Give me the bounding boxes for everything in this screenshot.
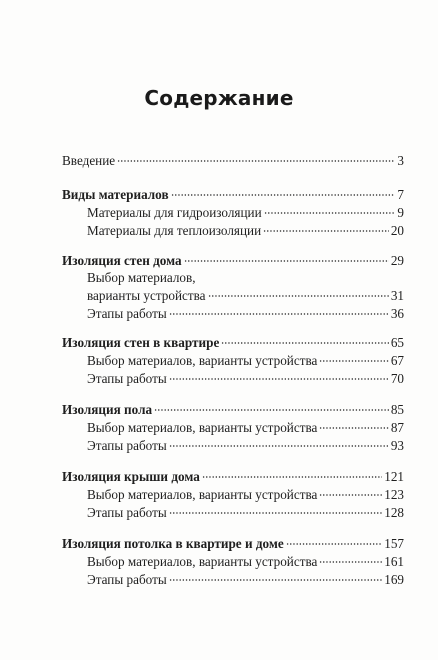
toc-chapter [62,468,404,486]
dot-leader [319,561,382,563]
page-title: Содержание [144,86,294,110]
toc-page-number: 85 [390,402,404,417]
dot-leader [221,342,389,344]
toc-page-number: 36 [390,306,404,321]
toc-page-number: 157 [384,536,404,551]
dot-leader [184,260,389,262]
toc-subentry-title: Этапы работы [87,572,167,587]
toc-subentry-title: Этапы работы [87,438,167,453]
dot-leader [169,445,389,447]
toc-subentry-title: Выбор материалов, варианты устройства [87,353,318,368]
dot-leader [264,212,396,214]
toc-subentry-title: Выбор материалов, варианты устройства [87,487,318,502]
toc-entry-intro [62,152,404,170]
dot-leader [169,378,389,380]
dot-leader [202,476,382,478]
toc-page-number: 7 [397,187,404,202]
toc-page-number: 29 [390,253,404,268]
toc-subentry-title: Этапы работы [87,371,167,386]
toc-page-number: 123 [384,487,404,502]
toc-page-number: 31 [390,288,404,303]
toc-chapter [62,401,404,419]
toc-subentry-title: Материалы для гидроизоляции [87,205,262,220]
toc-subentry [87,352,404,370]
dot-leader [169,313,389,315]
dot-leader [169,579,382,581]
toc-chapter-title: Изоляция стен дома [62,253,182,268]
dot-leader [154,409,389,411]
toc-chapter-title: Изоляция потолка в квартире и доме [62,536,284,551]
toc-subentry [87,504,404,522]
toc-page-number: 169 [384,572,404,587]
dot-leader [117,160,395,162]
toc-subentry [87,419,404,437]
toc-page-number: 70 [390,371,404,386]
dot-leader [319,427,388,429]
toc-subentry [87,222,404,240]
toc-subentry-title: варианты устройства [87,288,206,303]
toc-page-number: 20 [390,223,404,238]
toc-chapter-title: Изоляция стен в квартире [62,335,220,350]
toc-page-number: 65 [390,335,404,350]
dot-leader [319,494,382,496]
dot-leader [208,295,389,297]
dot-leader [286,543,383,545]
toc-page-number: 93 [390,438,404,453]
toc-subentry-title: Материалы для теплоизоляции [87,223,262,238]
toc-subentry [87,370,404,388]
dot-leader [171,194,396,196]
toc-page-number: 67 [390,353,404,368]
toc-chapter [62,334,404,352]
toc-subentry-title-line: Выбор материалов, [87,270,196,285]
dot-leader [169,512,382,514]
toc-chapter [62,535,404,553]
toc-chapter [62,252,404,270]
toc-chapter-title: Изоляция пола [62,402,153,417]
toc-subentry [87,571,404,589]
toc-subentry [87,287,404,305]
toc-chapter-title: Виды материалов [62,187,169,202]
toc-subentry-title: Выбор материалов, варианты устройства [87,420,318,435]
dot-leader [319,360,388,362]
toc-chapter [62,186,404,204]
toc-subentry [87,305,404,323]
toc-entry-title: Введение [62,153,116,168]
toc-subentry-title: Выбор материалов, варианты устройства [87,554,318,569]
toc-page-number: 3 [397,153,404,168]
toc-page-number: 128 [384,505,404,520]
toc-page-number: 161 [384,554,404,569]
toc-subentry [87,204,404,222]
toc-subentry-title: Этапы работы [87,505,167,520]
toc-page-number: 121 [384,469,404,484]
toc-page-number: 9 [397,205,404,220]
toc-subentry [87,437,404,455]
toc-page-number: 87 [390,420,404,435]
toc-subentry [87,553,404,571]
dot-leader [263,230,389,232]
toc-subentry [87,486,404,504]
toc-subentry-title: Этапы работы [87,306,167,321]
toc-chapter-title: Изоляция крыши дома [62,469,200,484]
